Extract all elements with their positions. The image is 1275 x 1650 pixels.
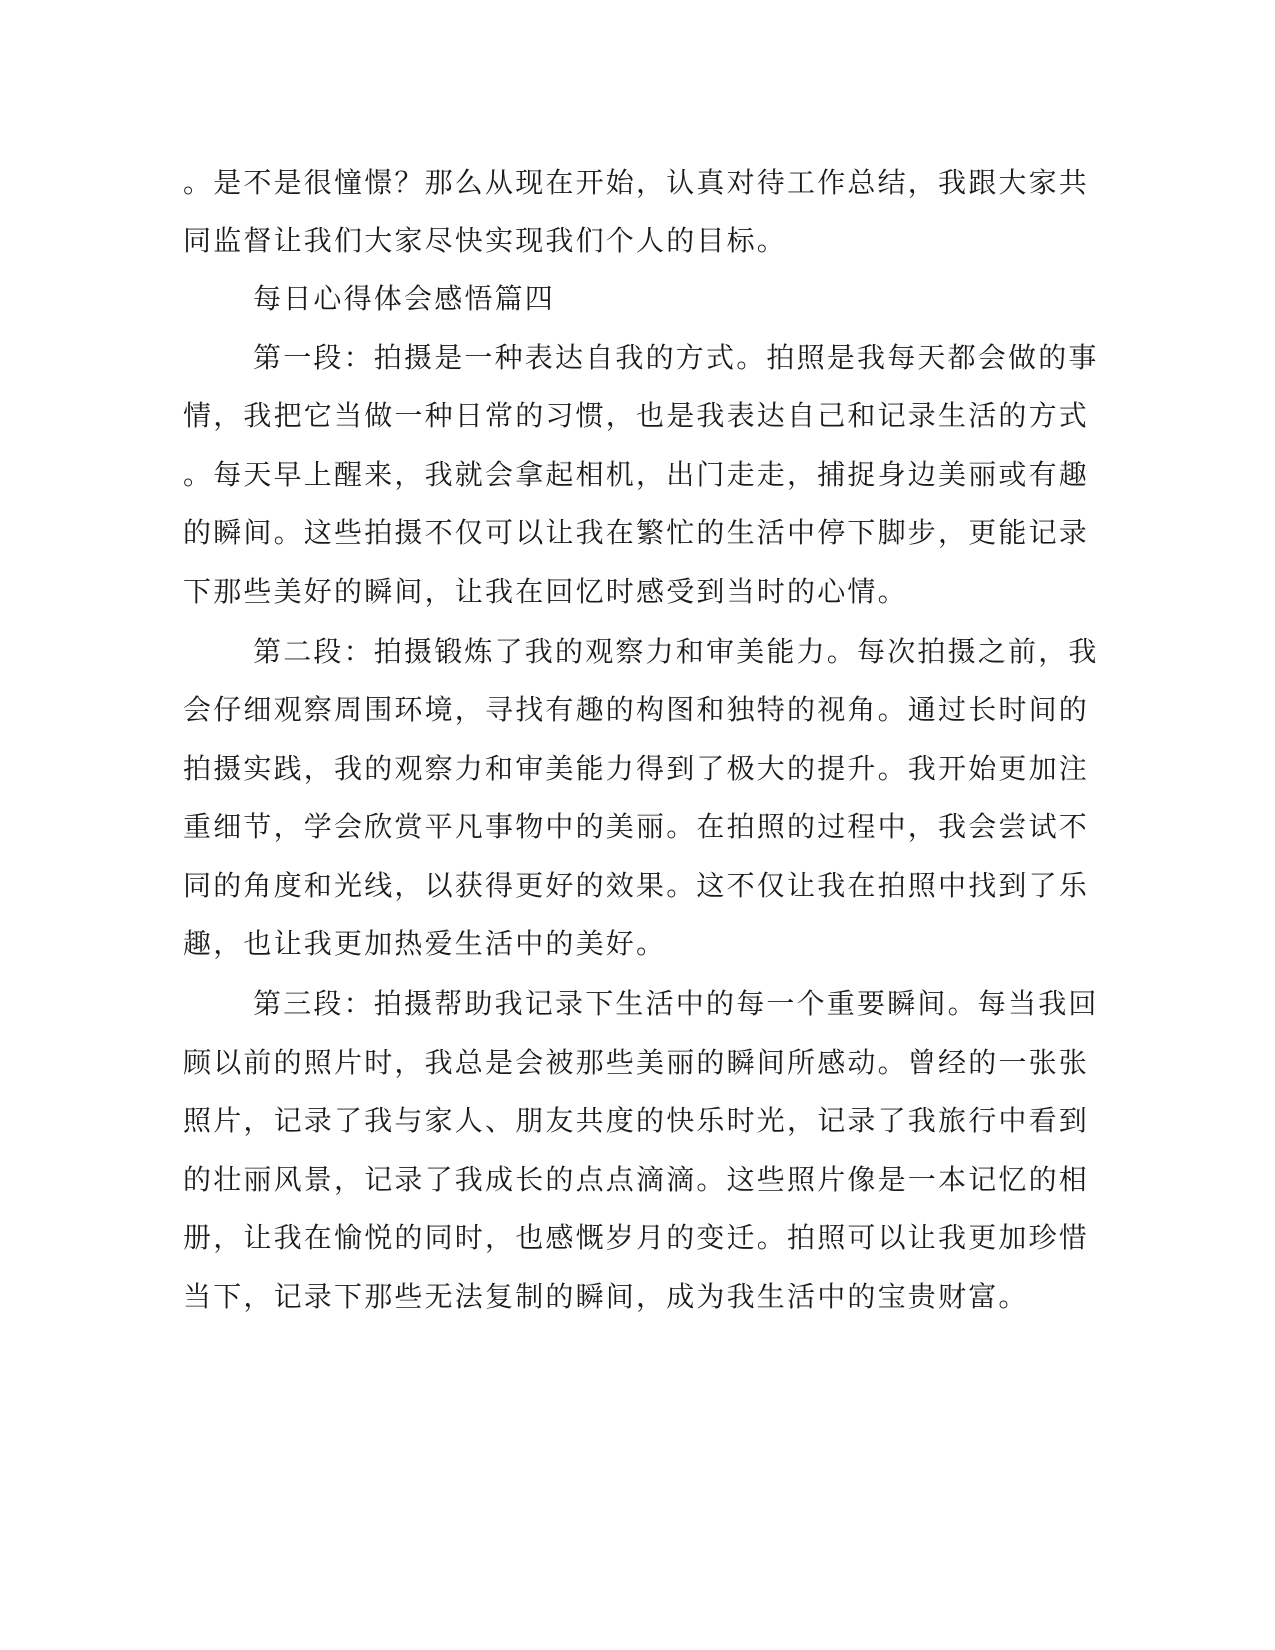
text-line: 的瞬间。这些拍摄不仅可以让我在繁忙的生活中停下脚步，更能记录 [183, 516, 1090, 549]
text-line: 的壮丽风景，记录了我成长的点点滴滴。这些照片像是一本记忆的相 [183, 1163, 1090, 1196]
section-heading: 每日心得体会感悟篇四 [253, 282, 556, 315]
text-line: 第二段：拍摄锻炼了我的观察力和审美能力。每次拍摄之前，我 [253, 635, 1099, 668]
text-line: 拍摄实践，我的观察力和审美能力得到了极大的提升。我开始更加注 [183, 752, 1090, 785]
text-line: 情，我把它当做一种日常的习惯，也是我表达自己和记录生活的方式 [183, 399, 1090, 432]
text-line: 下那些美好的瞬间，让我在回忆时感受到当时的心情。 [183, 575, 908, 608]
text-line: 第三段：拍摄帮助我记录下生活中的每一个重要瞬间。每当我回 [253, 987, 1099, 1020]
text-line: 顾以前的照片时，我总是会被那些美丽的瞬间所感动。曾经的一张张 [183, 1046, 1090, 1079]
text-line: 重细节，学会欣赏平凡事物中的美丽。在拍照的过程中，我会尝试不 [183, 810, 1090, 843]
text-line: 。是不是很憧憬？那么从现在开始，认真对待工作总结，我跟大家共 [183, 166, 1090, 199]
text-line: 会仔细观察周围环境，寻找有趣的构图和独特的视角。通过长时间的 [183, 693, 1090, 726]
text-line: 册，让我在愉悦的同时，也感慨岁月的变迁。拍照可以让我更加珍惜 [183, 1221, 1090, 1254]
text-line: 。每天早上醒来，我就会拿起相机，出门走走，捕捉身边美丽或有趣 [183, 458, 1090, 491]
text-line: 当下，记录下那些无法复制的瞬间，成为我生活中的宝贵财富。 [183, 1280, 1029, 1313]
text-line: 同的角度和光线，以获得更好的效果。这不仅让我在拍照中找到了乐 [183, 869, 1090, 902]
text-line: 照片，记录了我与家人、朋友共度的快乐时光，记录了我旅行中看到 [183, 1104, 1090, 1137]
text-line: 第一段：拍摄是一种表达自我的方式。拍照是我每天都会做的事 [253, 341, 1099, 374]
text-line: 趣，也让我更加热爱生活中的美好。 [183, 927, 667, 960]
text-line: 同监督让我们大家尽快实现我们个人的目标。 [183, 224, 788, 257]
